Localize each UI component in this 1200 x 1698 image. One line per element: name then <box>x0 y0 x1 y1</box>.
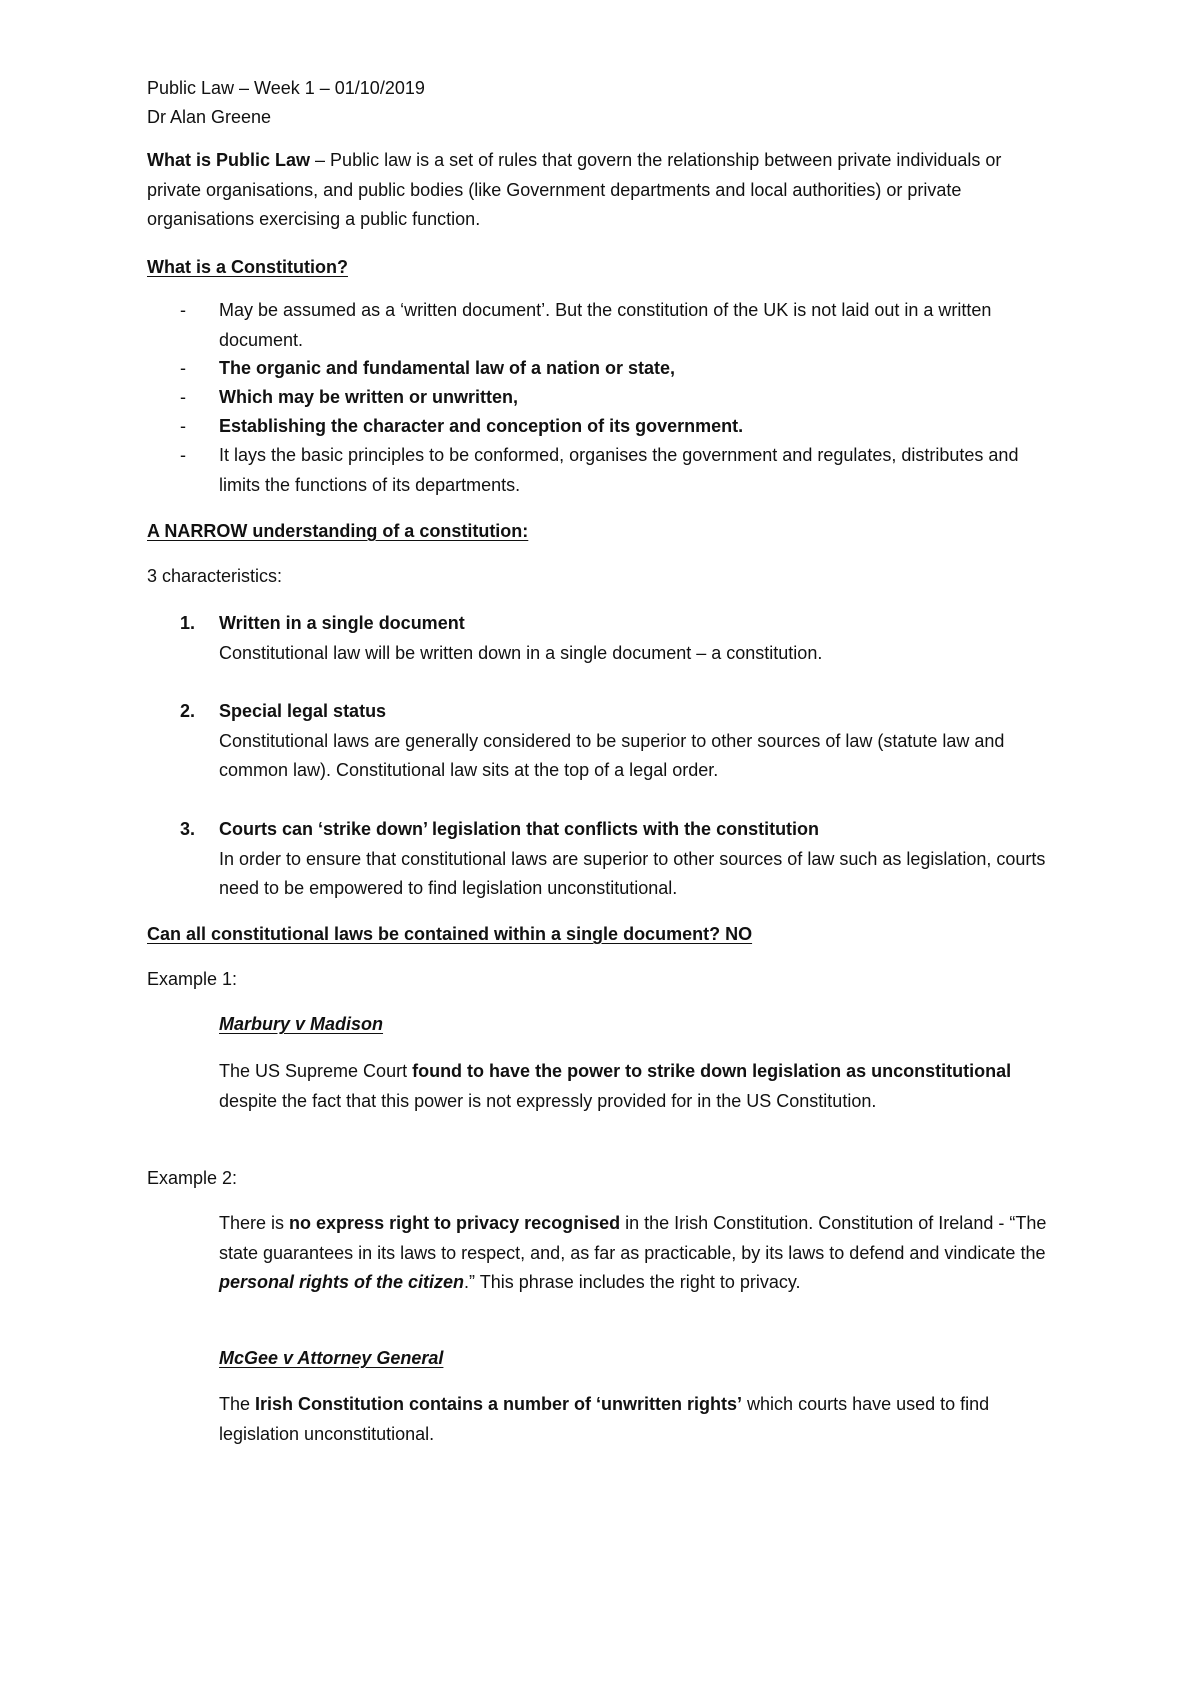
public-law-definition <box>147 146 1052 235</box>
definition-term: What is Public Law <box>147 150 311 170</box>
item-title: Courts can ‘strike down’ legislation that conflicts with the constitution <box>219 819 820 839</box>
item-content <box>219 697 1059 786</box>
single-document-heading: Can all constitutional laws be contained within a single document? NO <box>147 924 753 944</box>
dash-marker: - <box>180 300 186 320</box>
definition-separator: – <box>310 150 331 170</box>
case-mcgee-v-attorney-general: McGee v Attorney General <box>219 1348 444 1368</box>
dash-marker: - <box>180 445 186 465</box>
narrow-heading: A NARROW understanding of a constitution: <box>147 521 529 541</box>
item-number: 1. <box>180 613 196 633</box>
item-content <box>219 609 1079 668</box>
document-title: Public Law – Week 1 – 01/10/2019 <box>147 78 425 98</box>
item-number: 2. <box>180 701 196 721</box>
item-content <box>219 815 1059 904</box>
item-title: Written in a single document <box>219 613 465 633</box>
constitution-heading: What is a Constitution? <box>147 257 348 277</box>
dash-marker: - <box>180 387 186 407</box>
list-item-text: May be assumed as a ‘written document’. But the constitution of the UK is not laid out in a written document. <box>219 300 992 350</box>
list-item-text: Which may be written or unwritten, <box>219 387 519 407</box>
example-2-case-text: The Irish Constitution contains a number of ‘unwritten rights’ which courts have used to find legislation unconstitutional. <box>219 1394 990 1444</box>
item-number: 3. <box>180 819 196 839</box>
characteristics-count: 3 characteristics: <box>147 566 283 586</box>
list-item-text: Establishing the character and conception of its government. <box>219 416 744 436</box>
author-line: Dr Alan Greene <box>147 107 272 127</box>
list-item-text: The organic and fundamental law of a nation or state, <box>219 358 676 378</box>
example-1-label: Example 1: <box>147 969 238 989</box>
item-title: Special legal status <box>219 701 387 721</box>
item-body: Constitutional law will be written down in a single document – a constitution. <box>219 642 823 663</box>
example-2-text: There is no express right to privacy recognised in the Irish Constitution. Constitution of Ireland - “The state guarantees in its laws to respect, and, as far as practicable, by its laws to defend and vindicate the personal rights of the citizen.” This phrase includes the right to privacy. <box>219 1213 1047 1292</box>
dash-marker: - <box>180 416 186 436</box>
case-marbury-v-madison: Marbury v Madison <box>219 1014 384 1034</box>
list-item-text: It lays the basic principles to be conformed, organises the government and regulates, distributes and limits the functions of its departments. <box>219 445 1019 495</box>
example-1-text: The US Supreme Court found to have the power to strike down legislation as unconstitutional despite the fact that this power is not expressly provided for in the US Constitution. <box>219 1061 1012 1111</box>
definition-text: Public law is a set of rules that govern the relationship between private individuals or private organisations, and public bodies (like Government departments and local authorities) or private organisations exercising a public function. <box>147 150 1002 229</box>
example-2-label: Example 2: <box>147 1168 238 1188</box>
dash-marker: - <box>180 358 186 378</box>
item-body: Constitutional laws are generally considered to be superior to other sources of law (statute law and common law). Constitutional law sits at the top of a legal order. <box>219 730 1005 780</box>
item-body: In order to ensure that constitutional laws are superior to other sources of law such as legislation, courts need to be empowered to find legislation unconstitutional. <box>219 848 1046 898</box>
